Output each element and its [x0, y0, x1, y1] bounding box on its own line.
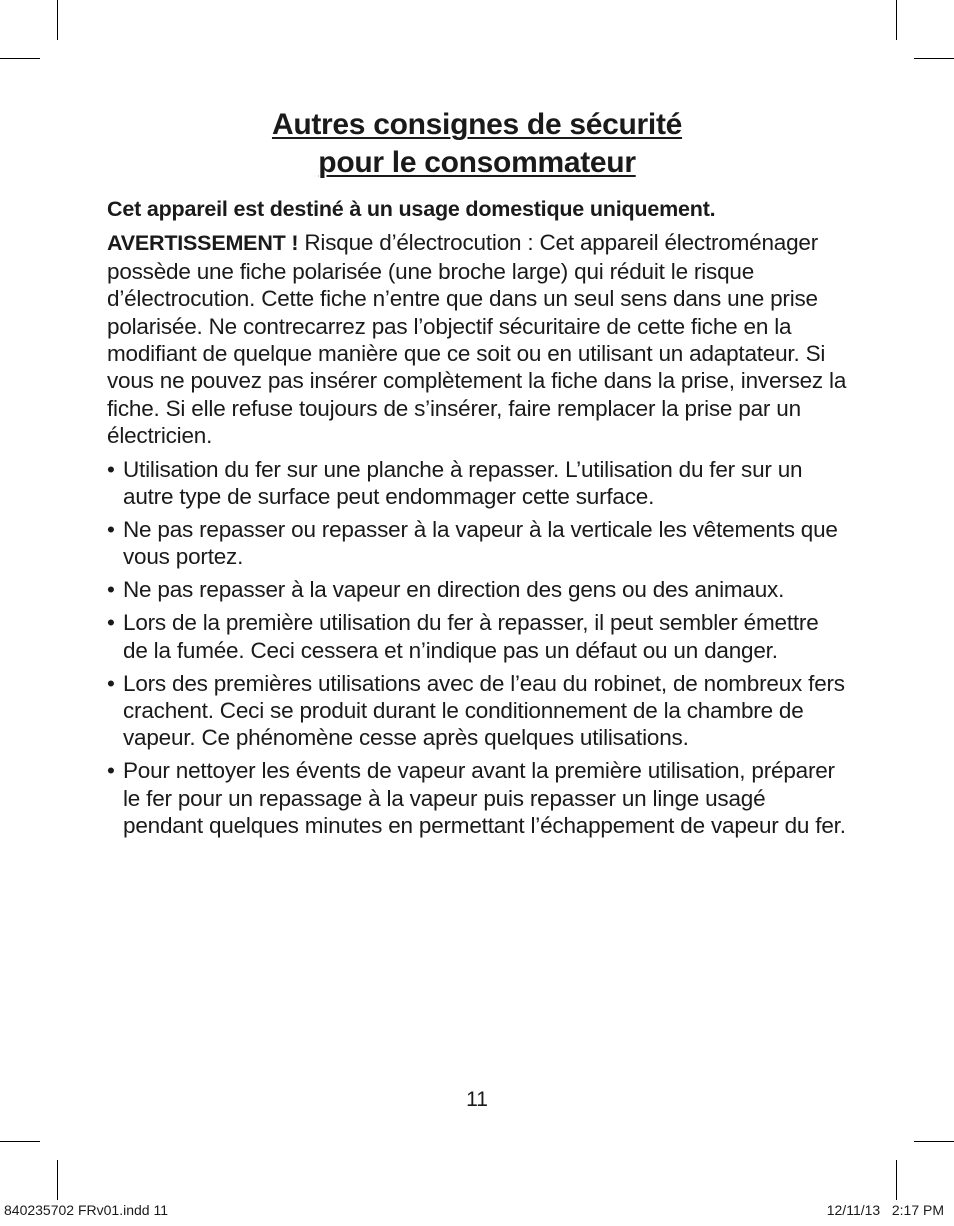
bullet-glyph: • — [107, 516, 115, 542]
date-slug: 12/11/13 2:17 PM — [826, 1202, 944, 1218]
crop-mark-bottom-left-horizontal — [0, 1141, 40, 1142]
crop-mark-bottom-left-vertical — [57, 1160, 58, 1200]
list-item-text: Ne pas repasser ou repasser à la vapeur à la verticale les vêtements que vous portez. — [123, 516, 838, 570]
list-item — [107, 609, 847, 664]
warning-text: Risque d’électrocution : Cet appareil électroménager possède une fiche polarisée (une broche large) qui réduit le risque d’électrocution. Cette fiche n’entre que dans un seul sens dans une prise polarisée. Ne contrecarrez pas l’objectif sécuritaire de cette fiche en la modifiant de quelque manière que ce soit ou en utilisant un adaptateur. Si vous ne pouvez pas insérer complètement la fiche dans la prise, inversez la fiche. Si elle refuse toujours de s’insérer, faire remplacer la prise par un électricien. — [107, 230, 847, 449]
list-item-text: Utilisation du fer sur une planche à repasser. L’utilisation du fer sur un autre type de surface peut endommager cette surface. — [123, 456, 803, 510]
page-title-line-2: pour le consommateur — [318, 146, 636, 179]
safety-list — [107, 456, 847, 840]
crop-mark-bottom-right-vertical — [896, 1160, 897, 1200]
list-item-text: Ne pas repasser à la vapeur en direction des gens ou des animaux. — [123, 577, 785, 603]
list-item — [107, 456, 847, 511]
bullet-glyph: • — [107, 456, 115, 482]
bullet-glyph: • — [107, 670, 115, 696]
file-slug: 840235702 FRv01.indd 11 — [4, 1202, 168, 1218]
bullet-glyph: • — [107, 577, 115, 603]
list-item — [107, 670, 847, 752]
crop-mark-bottom-right-horizontal — [914, 1141, 954, 1142]
main-content — [107, 196, 847, 845]
page-title — [0, 106, 954, 182]
list-item-text: Lors des premières utilisations avec de l’eau du robinet, de nombreux fers crachent. Ceci se produit durant le conditionnement de la chambre de vapeur. Ce phénomène cesse après quelques utilisations. — [123, 670, 845, 751]
page-title-line-1: Autres consignes de sécurité — [271, 108, 683, 141]
list-item — [107, 516, 847, 571]
list-item — [107, 576, 847, 603]
crop-mark-top-left-horizontal — [0, 58, 40, 59]
warning-label: AVERTISSEMENT ! — [107, 231, 299, 256]
domestic-use-notice: Cet appareil est destiné à un usage domestique uniquement. — [107, 197, 716, 221]
crop-mark-top-right-vertical — [896, 0, 897, 40]
list-item — [107, 757, 847, 839]
bullet-glyph: • — [107, 610, 115, 636]
list-item-text: Lors de la première utilisation du fer à repasser, il peut sembler émettre de la fumée. Ceci cessera et n’indique pas un défaut ou un danger. — [123, 610, 819, 663]
crop-mark-top-right-horizontal — [914, 58, 954, 59]
page-number: 11 — [466, 1088, 488, 1111]
bullet-glyph: • — [107, 758, 115, 784]
warning-paragraph — [107, 229, 847, 449]
crop-mark-top-left-vertical — [57, 0, 58, 40]
list-item-text: Pour nettoyer les évents de vapeur avant la première utilisation, préparer le fer pour un repassage à la vapeur puis repasser un linge usagé pendant quelques minutes en permettant l’échappement de vapeur du fer. — [123, 758, 846, 839]
